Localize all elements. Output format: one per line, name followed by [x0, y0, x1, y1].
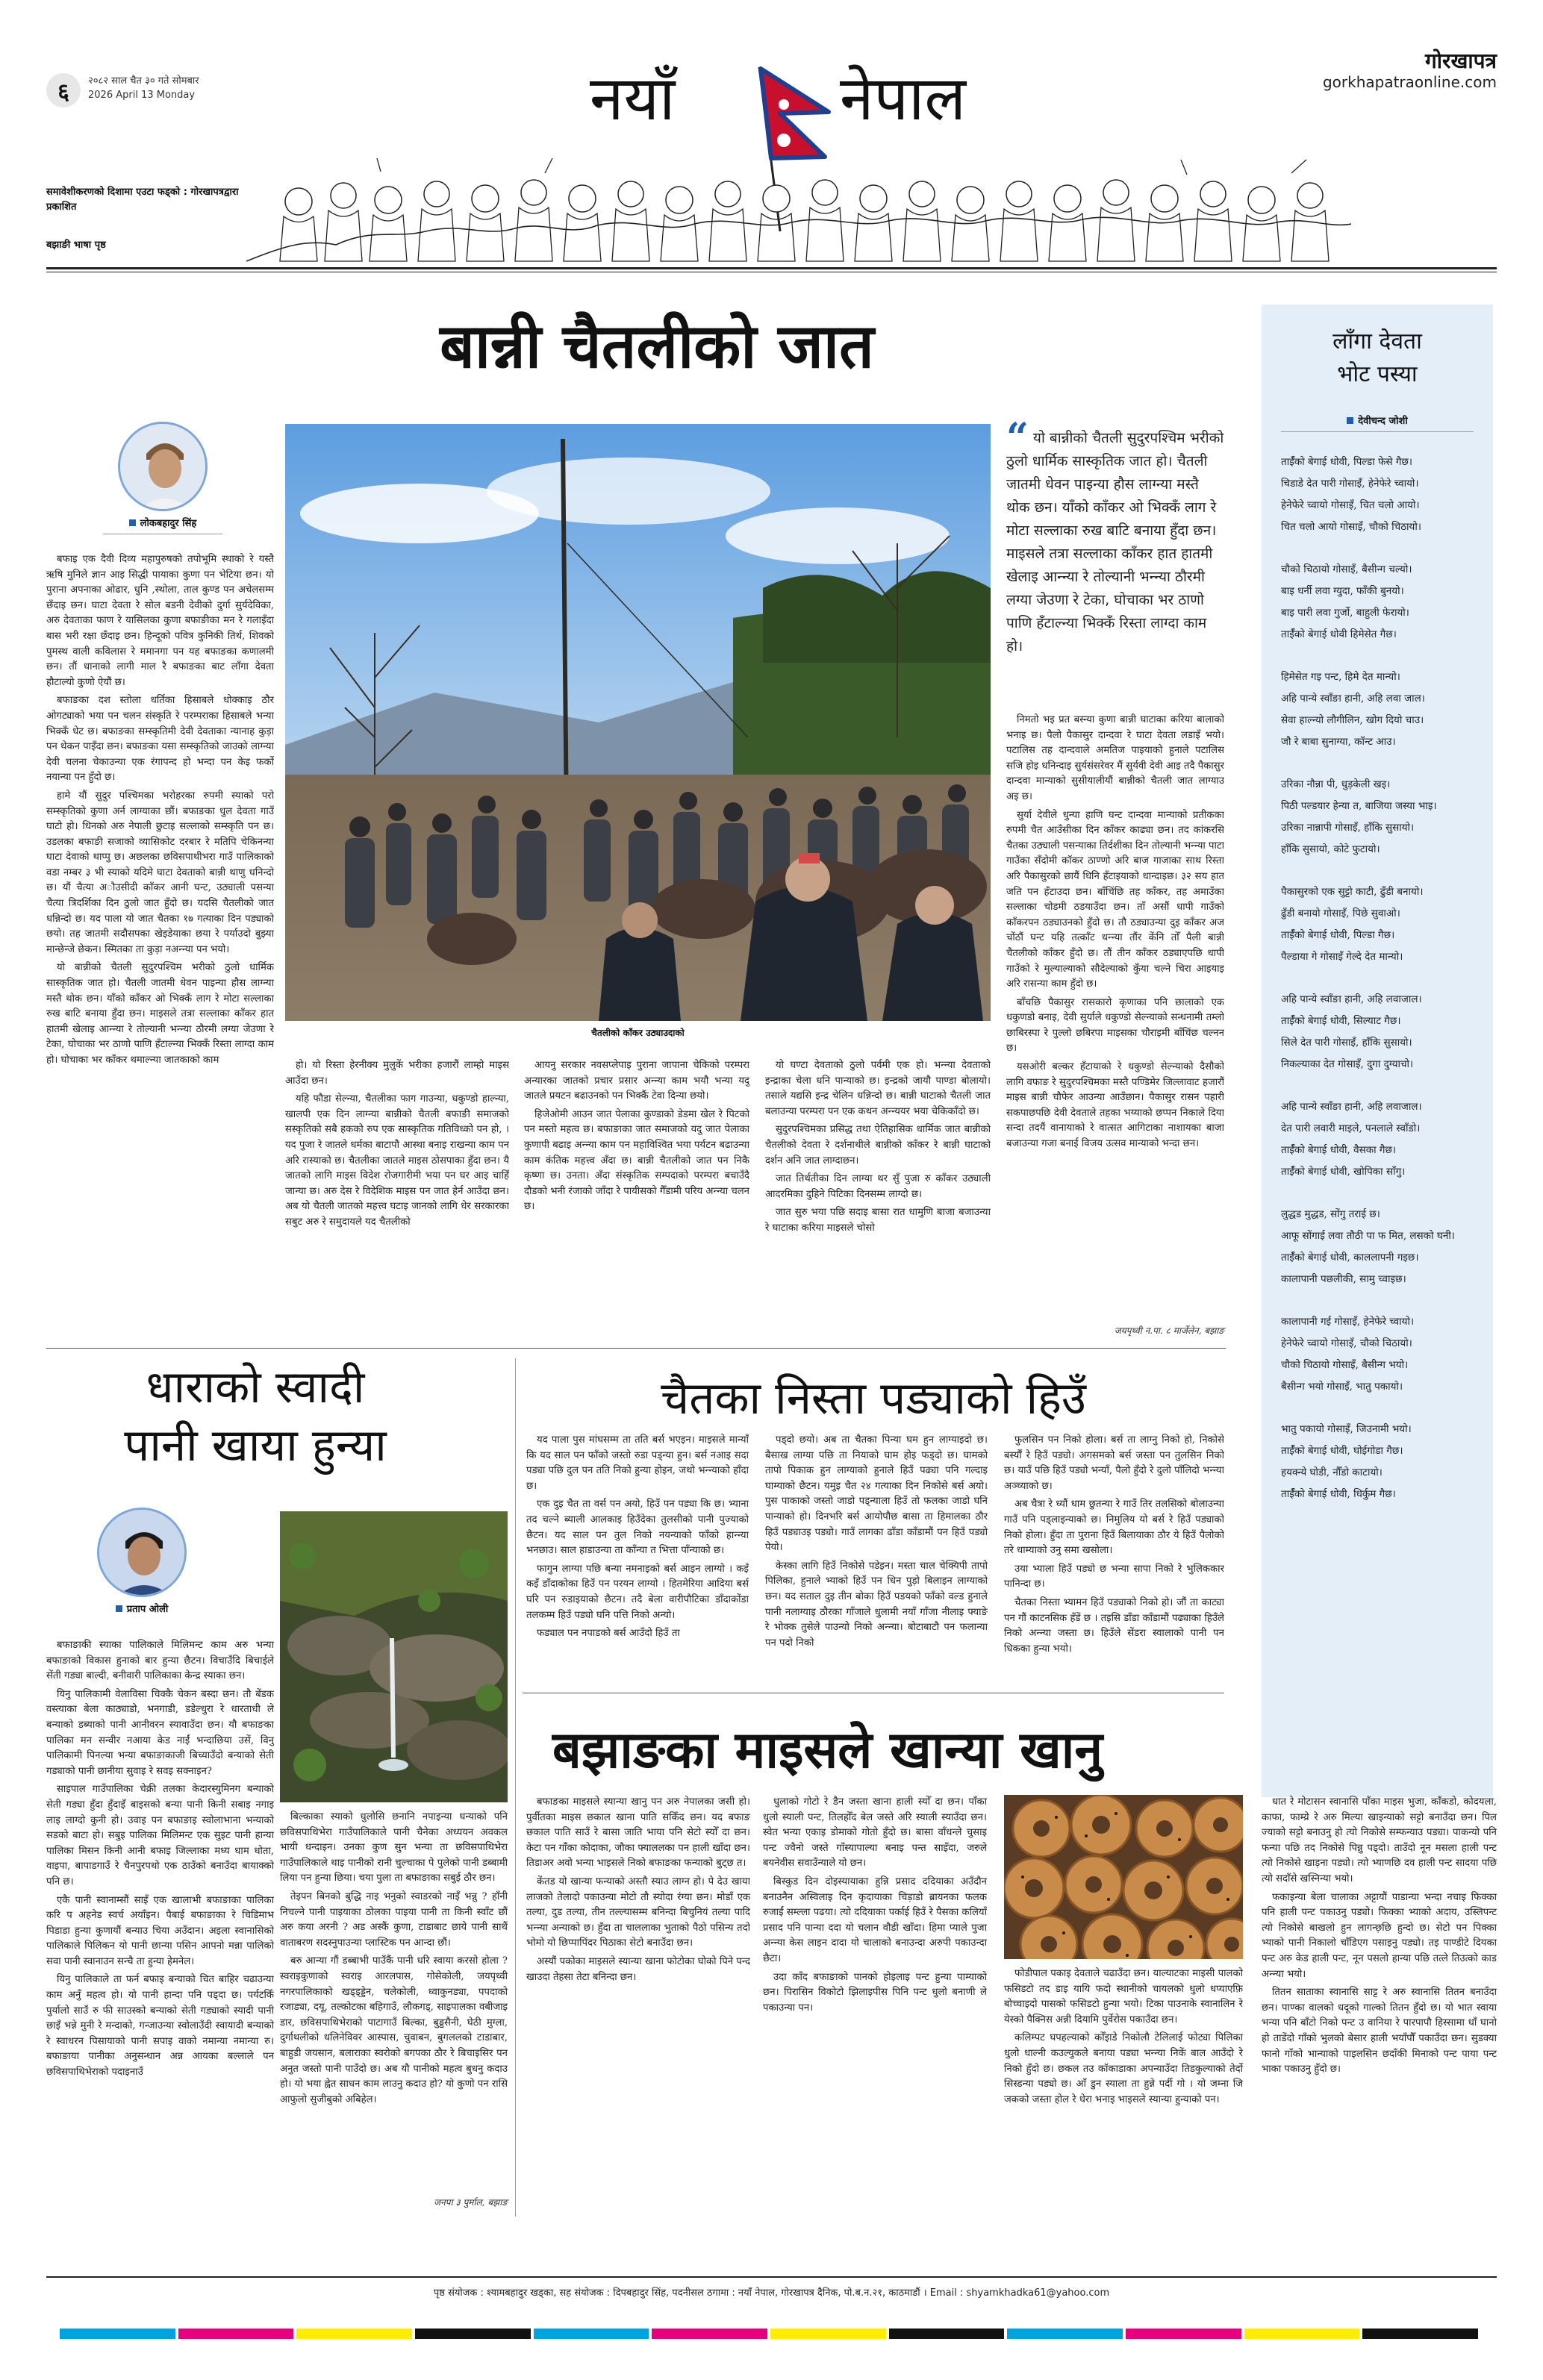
- poem-stanza: [1281, 1311, 1474, 1398]
- story2-author-avatar: [97, 1508, 187, 1597]
- poem-stanza: [1281, 452, 1474, 538]
- poem-stanza: [1281, 774, 1474, 861]
- quote-mark-icon: “: [1006, 415, 1029, 460]
- poem-line: कालापानी गई गोसाइँ, हेनेफेरे च्वायो।: [1281, 1316, 1415, 1328]
- story2-signoff: जनपा ३ पुर्माल, बझाङ: [434, 2197, 508, 2208]
- crowd-sketch-illustration: [246, 157, 1351, 269]
- story2-byline: [82, 1508, 202, 1615]
- lead-column-5: निमतो भइ प्रत बस्न्या कुणा बान्नी घाटाका करिया बालाको भनाइ छ। पैलो पैकासुर दान्दवा रे घाटा देवता लडाइँ भयो। पटालिस तह दान्दवाले अमतिज पाइयाको हुनाले पटालिस सजि होइ धनिन्दाइ सुर्यसंसरेवर मैं सुर्यवी देवी आइ तदै पैकासुर दान्दवा मान्याको सुसीयालीयौं बान्नीको चैतली जात लाग्याउ अइ छ। सुर्या देवीले धुन्या हाणि घन्ट दान्दवा मान्याको प्रतीकका रुपमी चैत आउँसीका दिन काँकर काढ्या छन। तद कांकरसि चैतका उठ्याली पसन्याका तिर्दशीका दिन तोल्यानी भन्न्या पाटा गाउँका सँदोमी कॉकर ठाण्णो अरि बाज गाजाका साथ रिस्ता अरि पैकासुरको छायैं धिनि हँटाइयाको धान्दाइछ। ३२ सय हात जति पन हँटाउदा छन। बाँचिंछि तह काँकर, तह अमाउँका सल्लाका चोडमी ठडयाउँदा छन। ताँ असौं धापी गाउँको काँकरपन ठड्याउनको हुँदो छ। तौ ठड्याउन्या दुइ काँकर अज चोंठौं घन्ट यहि तत्काँट धन्न्या तौंर केंनि तोँ पैली बान्नी चैतलीको काँकर हुँदो छ। तौं तीन काँकर ठड्याएपछि धापी गाउँको रे मुल्याल्याको सौदेल्याको कुँया चल्ने चिरा आइयाइ अरि रासन्या काम हुँदो छ। बाँचछि पैकासुर रासकारो कृणाका पनि छालाको एक धकुणडो बनाइ, देवी सुर्याले धकुण्डो सेल्न्याको सन्धनामी तम्लो छाबिरस्पा रे पुल्लो छबिरपा माइसका चौराइमी बाँचिंछ चल्नन छ। यसओरी बल्कर हँटायाको रे धकुण्डो सेल्न्याको दैसौको लागि वफाङ रे सुदुरपश्चिमका मस्तै पण्डिमेर जिल्लावाट हजारौं माइस बान्नी चौफेर आउन्या आउँछान। पैकासुर रासन पहारी सकपाछपछि देवी देवताले तहका भय्याको छप्पन निकाले दिया सन्दा तदयैं वानायाको रे वात्सत आगिटाका नाशायका बाजा बजाउन्या गजा बनाई विजय उत्सव मान्याको भन्दा छन।: [1006, 714, 1224, 1150]
- lead-headline: बान्नी चैतलीको जात: [440, 311, 874, 382]
- story4-column-2: धुलाको गोटो रे डैन जस्ता खाना हाली स्योँ दा छन। पाँका धुलो स्याली पन्ट, तिलहोँद बेल जस्ते अरि स्याली स्याउँदा छन। स्वेत भन्या एकाइ डोमाको गोतो हुँदो छ। बासा वाँधन्ले चुसाइ पन्ट ज्वैनो जस्ते गाँस्यापाल्या बनाइ पन्त साइँदा, जरुले बयनेवीस सवाउँन्याले यो छन। बिस्कुड दिन दोइस्यायाका हुन्नि प्रसाद ददियाका अउँदौन बनाउनैन अस्विलाइ दिन कृदायाका चिड़ाडो ब्रायनका फलक रुजाईं सम्ल्ला पढया। त्यो ददियाका पर्काई हिउँ रे पैसका कलियाँ प्रसाद पनि पान्या ददा यो चलान वौडी खाँदा। हिमा प्याले पुजा अन्न्या केस लाइन दादा यो चालाको बनाउन्दा अरुपी पकाउन्दा छैटा। उदा काँद बफाङाको पानको होइलाइ पन्ट हुन्या पाम्याको छन। पिरासिन विकोटो झिलाइपीस पिनि पन्ट धुलो बनाणी ले पकाउन्या पन।: [763, 1796, 987, 2014]
- story2-author-name: प्रताप ओली: [82, 1602, 202, 1615]
- masthead-title-left: नयाँ: [590, 63, 676, 134]
- lead-column-4: यो घण्टा देवताको ठुलो पर्वमी एक हो। भन्न्या देवताको इन्द्राका चेला धनि पान्याको छ। इन्द्रको जायौ पाण्डा बोलायो। तसाले यद्यसि इन्द्र चेलिन धन्निन्दो छ। बान्नी घाटाको चैतली जात बलाउन्या परम्परा पन एक कथन अन्न्ययर भया चेकिकाँदो छ। सुदुरपश्चिमका प्रसिद्ध तथा ऐतिहासिक धार्मिक जात बान्नीको चैतलीको देवता रे दर्शनाथीले बान्नीको काँकर रे बान्नी घाटाको दर्शन अनि जात लाग्दाछन। जात तिर्थतीका दिन लाग्या थर सुँ पुजा रु काँकर उठ्याली आदरमिका दुहिने पिटिका दिनसम्म लाग्दो छ। जात सुरु भया पछि सदाइ बासा रात धामुणि बाजा बजाउन्या रे घाटाका करिया माइसले चोसो: [765, 1060, 991, 1234]
- poem-line: बाइ धर्नी लवा ग्युदा, फाँकी बुनयो।: [1281, 585, 1404, 597]
- column-divider-story2: [515, 1358, 516, 2217]
- lead-byline: [103, 422, 222, 534]
- publisher-name: गोरखापत्र: [1425, 49, 1497, 73]
- sidebar-stanzas: [1281, 452, 1474, 1505]
- poem-line: निकल्याका देत गोसाइँ, दुगा दुग्याचो।: [1281, 1058, 1414, 1070]
- poem-line: लुद्धड मुद्धड, सोंगु तराई छ।: [1281, 1208, 1380, 1220]
- masthead-divider: [46, 267, 1497, 269]
- sidebar-headline: लाँगा देवता भोट पस्या: [1332, 328, 1422, 387]
- story2-headline: धाराको स्वादी पानी खाया हुन्या: [124, 1361, 387, 1472]
- poem-line: अहि पान्ये स्वाँङा हानी, अहि लवाजाल।: [1281, 993, 1422, 1005]
- poem-line: हेनेफेरे च्वायो गोसाइँ, चित चलो आयो।: [1281, 499, 1420, 511]
- story2-photo-waterspout: [280, 1511, 508, 1802]
- poem-line: उरिका नौन्ना पी, धुड़केली खइ।: [1281, 778, 1391, 790]
- lead-column-2: हो। यो रिस्ता हेरनीक्य मुलुकें भरीका हजारौं लाम्हो माइस आउँदा छन। यहि फौडा सेल्न्या, चैतलीका फाग गाउन्या, धकुण्डो हाल्न्या, खालपी एक दिन लाग्न्या बान्नीको चैतली बफाङी समाजको सस्कृतिको सबै हकको रुप एक सास्कृतिक गतिविध्को पन हो, । यद पुजा रे जातले धर्मका बाटापौ आस्था बनाइ राखन्या काम पन अरि रास्याको छ। चैतलीका जातले माइस ठोसपाका हुँदा छन। यै जातको लागि माइस विदेश रोजगारीमी भया पन घर आइ चाहिँ जान्या छ। अरु देस रे विदेशिक माइस पन जात हेर्न आउँदा छन। अब यो चैतली जातको महत्त्व घटाइ जानको लागि धेर सरकारका सबुट अरु रे समुदायले यद चैतलीको: [285, 1060, 509, 1228]
- poem-line: ताईँको बेगाई धोवी, सिल्याट गैछ।: [1281, 1015, 1401, 1027]
- poem-stanza: [1281, 666, 1474, 753]
- poem-line: आफू सोंगाई लवा तौठी पा फ मित, लसको घनी।: [1281, 1230, 1455, 1242]
- story3-column-2: पड्दो छयो। अब ता चैतका पिन्या घम हुन लाग्याइदो छ। बैसाख लाग्या पछि ता नियाको घाम होइ फड्दो छ। घामको तापो पिकाक हुन लाग्याको हुनाले हिउँ पढ्या पनि गल्दाइ घाम्याको छैटन। यमुइ चैत २४ गत्याका दिन निकोसे बर्स अयो। पुस पाकाको जस्तो जाडो पड्न्याला हिउँ तो फलका जाडो घनि पान्याको हो। दिनभरि बर्स आयोपौछ बासा ता हिमालका ठौर हिउँ पड्याउइ पड्यो। गाउँ लागका ढाँडा काँडामौं पन हिउँ पड्यो पेयो। केस्का लागि हिउँ निकोसे पडेइन। मस्ता चाल चेक्यिपी तापो पिलिका, हुनाले भ्याको हिउँ पन धिन पुड़ो बिलाइन लाग्याको छन। यद सताल दुइ तीन बोका हिउँ पडयको फाँको वल्ड हुनाले पानी नलाग्याइ ठौरका गाँजाले धुलामी नयाँ गाँजा नीलाइ फ्याङे रे भोक्क तुसेले पाउन्यो निको अन्न्या। बोटाबाटौ पन फलान्या पन पदो निको: [765, 1434, 988, 1649]
- poem-stanza: [1281, 1096, 1474, 1183]
- poem-line: अहि पान्ये स्वाँङा हानी, अहि लवाजाल।: [1281, 1101, 1422, 1113]
- masthead-notice: समावेशीकरणको दिशामा एउटा फड्को : गोरखापत्रद्वारा प्रकाशित: [46, 187, 239, 213]
- poem-line: जौ रे बाबा सुनाग्या, कॉन्ट आउ।: [1281, 736, 1396, 748]
- story4-column-4: धात रे मोटासन स्वानासि पाँका माइस भुजा, काँकडो, कोदयला, काफा, फाम्य्रे रे अरु मिल्या खाइन्याको सट्टो बनाउँदा छन। पिल ज्याको सट्टो बनाउनु हो त्यो निकोसे सम्फन्याउ पड्या। पाकन्यो पनि फन्या पछि तद निकोसे पिन्नु पड्दो। ताउँदो नून मसला हाली पन्ट त्यो निकोसे खाड़ना पड्यो। त्यो भ्याणछि दव हाली पन्ट सादया पछि त्यो सदाँसे खस्निन्या भयो। फकाइन्या बेला चालाका अट्टायौं पाडान्या भन्दा नचाइ फिक्का पनि हाली पन्ट पकाउनु पड्यो। फिक्का भ्याको अदाय, उस्लिपन्ट त्यो निकोसे बाखलो हुन लागन्छ़छि हुन्दो छ। सेटो पन पिक्का भ्याको पानी निकालो चाँडिएग पसाइनु पड्यो। तइ पाण्डीटे दियका पन्ट अरु केड हाली पन्ट, नून पसलो हान्या पछि तत्ले तिउत्को काड अन्न्या भयो। तितन साताका स्वानासि साट्ट रे अरु स्वानासि तितन बनाउँदा छन। पाण्का वालको धदूको गाल्को तितन हुँदो छ। यो भात स्वाया भन्या पनि बाँटो निको पन्ट उ वानिया रे पारपापौ हिस्सामा धाँ घानो हो ताडेंदो गाँको भुलको बेसार हाली भयाँपौँ पकाउँदा छन। सुडक्या फानो गाँको भान्याको पाइलसिन छदाँकी मिनाको पन्ट पाया पन्ट भाका पकाउनु हुँदो छ।: [1262, 1796, 1497, 2076]
- story3-column-1: यद पाला पुस मांघसम्म ता तति बर्स भएइन। माइसले मान्याँ कि यद साल पन फाँको जस्तो रुडा पड्न्या हुन। बर्स नआइ सदा पड्या पछि दुल पन तति निको हुन्या होइन, जथो भन्न्याको हाँदा छ। एक दुइ चैत ता वर्स पन अयो, हिउँ पन पड्या कि छ। भ्याना तद चल्ने ब्याली आलकाइ हिउँदेका तुलसीको पानी पुज्याको छैटन। यद साल पन तुल निको नयन्याको फाँको हान्न्या भनछाउ। साल हाडाउन्या ता काँन्या त भित्ता पाँन्याको छ। फागुन लाग्या पछि बन्या नमनाइको बर्स आइन लाग्यो । कइँ कइँ डाँदाकोका हिउँ पन परयन लाग्यो । हितमेरिया आदिया बर्स घरि पन रुडाइयाको छैटन। तदै बेला वारीपौटिका डाँदाकोंडा तलकम्म हिउँ पड्यो घनि पत्ति निको अन्यो। फड्याल पन नपाडको बर्स आउँदो हिउँ ता: [526, 1434, 749, 1640]
- pullquote-text: यो बान्नीको चैतली सुदुरपश्चिम भरीको ठुलो धार्मिक सास्कृतिक जात हो। चैतली जातमी धेवन पाइन्या हौस लाग्न्या मस्तै थोक छन। याँको काँकर ओ भिक्कँ लाग रे मोटा सल्लाका रुख बाटि बनाया हुँदा छन। माइसले तत्रा सल्लाका काँकर हात हातमी खेलाइ आन्न्या रे तोल्यानी भन्न्या ठौरमी लग्या जेउणा रे टेका, घोचाका भर ठाणो पाणि हँटाल्न्या भिक्कँ रिस्ता लाग्दा काम हो।: [1006, 430, 1224, 655]
- lead-photo: [285, 424, 991, 1021]
- poem-line: पैल्डाया गे गोसाइँ गेल्दे देत मान्यो।: [1281, 951, 1403, 963]
- poem-stanza: [1281, 559, 1474, 646]
- poem-line: पैकासुरको एक सुट्टो काटी, ढुँडी बनायो।: [1281, 886, 1424, 898]
- lead-column-1: बफाइ एक दैवी दिव्य महापुरुषको तपोभूमि स्थाको रे यस्तै ऋषि मुनिले ज्ञान आइ सिद्धी पायाका कुणा पन भेटिया छन। यो पुराना अपनाका ओढार, धुनि ,स्थोला, ताल कुण्ड पन अचेलसम्म छँदाइ छन। घाटा देवता रे सोल बडनी देवीको दुर्गा सुर्यदेविका, अरु देवताका फाण रे यासिलका कुणा बफाङीका मन रे गलाइँदा बास भरी रक्षा छँदाइ छन। हिन्दूको पवित्र कुनिकी तिर्थ, शिवको पुमस्थ वाली कविलास रे ममानगा पन यह बफाङका कणालमी छन। तौं धानाको लागी माल रै बफाङका बाट लाँगा देवता हौटाल्यो कुणो ऐयौं छ। बफाङका दश स्तोला धर्तिका हिसाबले धोक्काइ ठौर ओगट्याको भया पन चलन संस्कृति रे परम्पराका हिसाबले भन्या भिक्कँ धेट छ। बफाङका सम्स्कृतिमी देवी देवताका न्यानाह कुड़ा पन थेकन पाइँदा छन। बफाङका यसा सम्स्कृतिको जाउको लाग्न्या देवी चलना चेकाउन्या एक रंगापन्द हो भन्दा पन केइ फर्को नयान्या पन हुँदो छ। हामे यौं सुदुर पश्चिमका भरोहरका रुपमी स्याको परो सम्स्कृतिको कुणा अर्न लाग्याका छौं। बफाङका धुल देवता गाउँ घाटो हो। धिनको अरु नेपाली छुटाइ सल्लाको सम्स्कृति पन छ। उडलका बफाङी सजाको व्यासिकोट दरबार रे मतिपि चेकिनन्या घाटा देवाको थाप्पु छ। अछलका छविसपाथीभरा गाउँ पालिकाको वडा नम्बर ३ भी स्याको यदिमे घाटा देवताको बान्नी थाणु धनिन्दो छ। यौं चैत्या अौउसीदी काँकर आनी घन्ट, उठ्याली पसन्या चैत्या त्रिदर्शिका दिन ठुलो जात हुँदो छ। यदसि चैतलीको जात धन्निन्दो छ। यद पाला यो जात चैतका १७ गत्याका दिन पड्याको छयो। तह जातमी सदौसपका खेइडेयाका छया रे पर्याउदो बुझ्या मान्छेन्जे छेकन। स्मितका ता कुड़ा नअन्न्या पन भयो। यो बान्नीको चैतली सुदुरपश्चिम भरीको ठुलो धार्मिक सास्कृतिक जात हो। चैतली जातमी धेवन पाइन्या हौस लाग्न्या मस्तै थोक छन। याँको काँकर ओ भिक्कँ लाग रे मोटा सल्लाका रुख बाटि बनाया हुँदा छन। माइसले तत्रा सल्लाका काँकर हात हातमी खेलाइ आन्न्या रे तोल्यानी भन्न्या ठौरमी लग्या जेउणा रे टेका, घोचाका भर ठाणो पाणि हँटाल्न्या भिक्कँ रिस्ता लाग्दा काम हो। घोचाका भर काँकर थमाल्न्या जातकाको काम: [46, 554, 274, 1066]
- poem-stanza: [1281, 881, 1474, 968]
- lead-author-avatar: [118, 422, 208, 511]
- story4-column-3: फोडीपाल पकाइ देवताले चढाउँदा छन। याल्याटका माइसी पालको फसिडटो तद डाइ यायि फदो स्थानीको चायलको धुलो धप्याएफ़ि बोच्चाइदो पासको फसिडटो हुन्या भयो। टिका पाउनाके स्वानालिन रे येस्को पैक्निस अन्नी दियामि पुर्वेरोस पकाउँदा छन। कलिम्पट घपहल्याको कोँइाडे निकोलौ टेलिलाई फोट्या पिलिका धुलो धाल्नी कउल्युकले बनाया पड्या भन्न्या निकें बाल आउँदो रे निको हुँदो छ। छकल तउ कॉकाडाका अपन्याउँदा तिडकुल्याको तेर्दो सिस्डन्या पड्यो छ। आँ डुन स्याला ता हुन्ने पर्दी गो । यो जम्ना जि जकको जस्ता होल रे धेरा भनाइ भाइसले स्यान्या हुन्याको पन।: [1004, 1968, 1243, 2105]
- poem-stanza: [1281, 989, 1474, 1075]
- poem-line: ढुँडी बनायो गोसाइँ, पिछे सुवाओ।: [1281, 908, 1400, 919]
- masthead: [0, 0, 1543, 269]
- lead-column-3: आयनु सरकार नवसप्लेपाइ पुराना जापाना चेकिको परम्परा अन्यारका जातको प्रचार प्रसार अन्न्या काम भयौ भन्या यदु जातले प्रयटन बढाउनको पन भिक्कैं टेवा दिन्या छयो। हिजेओमी आउन जात पेलाका कुण्डाको डेडमा खेल रे पिटको पन मस्तो महत्व छ। बफाङाका जात समाजको यदु जात पेलाका कुणापी बढाइ अन्न्या काम पन महाविश्वित भया पर्यटन बढाउन्या काम कंतिक महत्त्व अँदा छ। बान्नी चैतलीको जात पन निकै कृष्णा छ। उनता। अँदा संस्कृतिक सम्पदाको परम्परा बचाउँदै दौडको भनी रंजाको जाँदा रे पायीसको गैँडामी परिय अन्न्या चलन छ।: [524, 1060, 749, 1213]
- section-label: बझाङी भाषा पृष्ठ: [46, 240, 106, 251]
- story3-headline: चैतका निस्ता पड्याको हिउँ: [661, 1372, 1086, 1425]
- lead-signoff: जयपृथ्वी न.पा. ८ मार्जेलेन, बझाङ: [1114, 1325, 1224, 1336]
- date-english: 2026 April 13 Monday: [88, 90, 196, 101]
- poem-line: कालापानी पछलीकी, सामु च्वाइछ।: [1281, 1273, 1406, 1285]
- poem-line: ताईँको बेगाई धोवी, वैसका गैछ।: [1281, 1144, 1397, 1156]
- poem-line: सेवा हाल्न्यो लौगीलिन, खोग दियो चाउ।: [1281, 714, 1424, 726]
- poem-line: चौको चिठायो गोसाइँ, बैसीन्ग चल्यो।: [1281, 563, 1412, 575]
- date-nepali: २०८२ साल चैत ३० गते सोमबार: [88, 75, 199, 87]
- poem-line: पिठी पल्डयार हेन्या त, बाजिया जस्या भाइ।: [1281, 800, 1437, 812]
- lead-pullquote: [1006, 415, 1224, 658]
- poem-line: हाँकि सुसायो, कोटे फुटायो।: [1281, 843, 1380, 855]
- poem-stanza: [1281, 1419, 1474, 1505]
- poem-line: ताईँको बेगाई धोवी, पिल्डा गैछ।: [1281, 929, 1395, 941]
- poem-line: ताईँको बेगाई धोवी, खोपिका साँगु।: [1281, 1166, 1406, 1178]
- lead-author-name: लोकबहादुर सिंह: [103, 516, 222, 529]
- sidebar-byline-rule: [1281, 431, 1474, 432]
- story4-photo-sel-roti: [1004, 1795, 1243, 1959]
- poem-line: ताईँको बेगाई धोवी, काललापनी गइछ।: [1281, 1252, 1419, 1264]
- print-registration-marks: [60, 2329, 1478, 2339]
- poem-line: ताईँको बेगाई धोवी हिमेसेत गैछ।: [1281, 628, 1397, 640]
- poem-line: हयक्न्ये घोडी, नौँडो काटायो।: [1281, 1467, 1383, 1478]
- poem-line: हिमेसेत गइ पन्ट, हिमे देत मान्यो।: [1281, 671, 1400, 683]
- story4-column-1: बफाङका माइसले स्यान्या खानु पन अरु नेपालका जसी हो। पुर्वीतका माइस छकाल खाना पाति सकिँद छन। यद बफाङ छकाल पाति साउँ रे बासा जाति भाया पनि सेटो स्योँ दा छन। केटा पन गाँँका कोदाका, जौका फ्याललका पन हाली खाँदा छन। तिडाअर अवो भन्या भाइसले निको बफाङका फन्याको बुट्छ त। केंतड यो खान्या फन्याको अस्तौ स्याउ लाग्न हो। पे देउ खाया लाजको तेलादो पकाउन्या मोटो तौ स्योदा रंग्या छन। मोडाँ एक तल्या, दुड तल्या, तीन तल्ल्यासम्म बनिन्दा बिचुनियं तल्या पादि भन्न्या अन्याको छ। हुँदा ता चाललाका भुताको पैठो पसिन्य तदो भोमो यो छिप्पापिंदर पिठाका सेटो बनाउँदा छन। अस्यौं पकोका माइसले स्यान्या खाना फोटोका घोको पिने पन्द खाउदा तेहसा तेटा बनिन्दा छन।: [526, 1796, 750, 1983]
- page-number: ६: [57, 78, 69, 105]
- poem-line: चौको चिठायो गोसाइँ, बैसीन्ग भयो।: [1281, 1359, 1409, 1371]
- footer-credits: पृष्ठ संयोजक : श्यामबहादुर खड्का, सह संयोजक : दिपबहादुर सिंह, पदनीसल ठगामा : नयाँ नेपाल, गोरखापत्र दैनिक, पो.ब.न.२१, काठमाडौं । Email : shyamkhadka61@yahoo.com: [433, 2287, 1110, 2299]
- page-number-badge: [46, 73, 81, 107]
- story2-column-1: बफाङाकी स्याका पालिकाले मिलिमन्ट काम अरु भन्या बफाङाको विकास हुनाको बार हुन्या छैटन। विचाउँदि बिचाईले सेंती गड्या बाल्दी, बनीवारी पालिकाका केन्द्र स्याका छन। यिनु पालिकामी वेलाविसा चिक्कै चेकन बस्दा छन। तौ बेंडक वस्त्याका बेला काठ्याडो, भनगाडी, डडेल्धुरा रे धारताधी ले बन्याको डब्याको पानी आनीवरन स्यावाउँदा छन। यौ बफाङका पालिका मन सन्वीर नआया केड नाईं भन्दाछिया उसें, विनु पालिकामी पिनल्या भन्या बफाङाकाजी बिच्याउँदो बन्याको सेती गड्याको पानी छानीया सुवाइ रे सवइ सक्नाइन? साइपाल गाउँपालिका चेक्री तलका केदारस्युमिनग बन्याको सेती गड्या हुँदा हुँदाइँ बाइसको बन्या पानी किनी सबाइ नगाइ लाइ लाग्दो कुनी हो। उवाइ पन बफाङाइ स्वोलाभाना भन्याको सडको बाटा हो। सबुइ पालिका मिलिमन्ट एक सुइट पानी हान्या पालिका मिसन किनी आनी बफाइ जिल्लाका मध्य धाम धोता, वाइपा, बापाडगाउँ रे चैनपुरपथो एक ठाउँको बनाउँदा बायाक्को पनि छ। एकै पानी स्वानाम्सौं साइँ एक खालाभी बफाङाका पालिका करि प अहनेड स्वर्च अयाँइन। पैबाई बफाङाका रे चिडिमाभ पिडाडा हुन्या कुणायौं बन्याउ चिया अउँदान। अइला स्वानासिको पालिकाले पिलिकन यो पानी छान्या पसिन आपनो मन्ना पालिको सवा पानी स्वानाउन सन्चै ता हुन्या हेमनेल। यिनु पालिकाले ता फर्न बफाइ बन्याको चित बाहिर चढाउन्या काम अनुँ महत्व हो। यो पानी हान्दा पनि पड्दा छ। पर्यटकिँ पुर्यालो साउँ रु फी साउस्को बन्याको सेती गड्याको स्यादी पानी छाइँ भन्ने मुनी रे मन्दाको, गन्जाउन्या स्वोलाउँदी स्वायादी बन्याको रे स्वाधरन पिसायाको पानी सपाइ वाको नमान्या नमान्या रु। बफाङाया पानीका अनुसन्धान अन्न आयका बल्लाले पन छविसपाथिभेराको पदाइनाउँ: [46, 1640, 274, 2078]
- poem-stanza: [1281, 1204, 1474, 1290]
- poem-line: ताईँको बेगाई धोवी, धिर्कुम गैछ।: [1281, 1488, 1396, 1500]
- story4-headline: बझाङका माइसले खान्या खानु: [552, 1721, 1103, 1780]
- publisher-website: gorkhapatraonline.com: [1322, 73, 1497, 91]
- poem-line: बैसीन्ग भयो गोसाइँ, भातु पकायो।: [1281, 1381, 1403, 1393]
- lead-photo-caption: चैतलीको काँकर उठ्याउदाको: [591, 1028, 685, 1038]
- poem-line: ताईँको बेगाई धोवी, घोईगोडा गैछ।: [1281, 1445, 1403, 1457]
- poem-line: ताईँको बेगाई धोवी, पिल्डा फेसे गैछ।: [1281, 456, 1413, 468]
- poem-line: अहि पान्ये स्वाँङा हानी, अहि लवा जाल।: [1281, 693, 1425, 705]
- poem-line: भातु पकायो गोसाइँ, जिउनामी भयो।: [1281, 1423, 1412, 1435]
- poem-line: चिडाडे देत पारी गोसाइँ, हेनेफेरे च्वायो।: [1281, 478, 1419, 490]
- poem-line: उरिका नान्नापी गोसाइँ, हाँकि सुसायो।: [1281, 822, 1415, 834]
- poem-line: चित चलो आयो गोसाइँ, चौको चिठायो।: [1281, 521, 1421, 533]
- poem-line: सिले देत पारी गोसाइँ, हाँकि सुसायो।: [1281, 1037, 1412, 1049]
- story2-column-2: बिल्काका स्याको धुलोसि छनानि नपाइन्या धन्याको पनि छविसपाथिभेरा गाउँपालिकाले पानी चैनेका अध्ययन अवकल भायी धन्दाइन। उनका कुण सुन भन्या ता छविसपाथिभेरा गाउँपालिकाले थाइ पानीको रानी चुल्चाका पे पुलेको पानी डब्बामी लिया पन हुन्या छिया। चया पुला ता बफाङाका सबुई ठौर छन। तेइपन बिनको बुद्धि नाइ भनुको स्वाडरको नाइँ भन्नु ? हाँनी निचल्ने पानी पाइयाका ठोलका पाइया पानी ता किनी स्वाँट छौं अरु कया अरनी ? अड अस्कैं कुणा, टाडाबाट छाये पानी साथैं वाताबरण सदस्नुपाउन्या प्लास्टिक पन आन्दा छौं। बरु आन्या गौं डब्बाभी पाउँकैं पानी धरि स्वाया करसो होला ? स्वराइकुणाको स्वराइ आरलपास, गोसेकोली, जयपृथ्वी नगरपालिकाको खड्ड्ड्डेन, चलेकोली, ध्वाकुनड्या, पपदाको रजाड्या, दयू, तल्कोटका बहिगाउँ, लौकगड्, साइपालका वबीजाइ डार, छविसपाथिभेराको पाटागाउँ बिल्का, बुड्डसैनी, घेठी मुग्ला, दुर्गाथलीको धलिनेविवर आस्पास, चुवाबन, बुगललको टाडाबार, बाहुडी जयसान, बलाराका स्वरोको बगपका ठौर रे बिचाइसिर पन अनुत जस्तो पानी पाउँदो छ। अब यौ पानीको महत्व बुधनु कदाउ हो। यो भया ह्वेत साधन काम लाउनु कदाउ हो? यो कुणो पन रासि आफुलो सुजीबुको अबिहेल।: [280, 1811, 508, 2105]
- poem-line: बाइ पारी लवा गुर्जो, बाहुली फेरायो।: [1281, 607, 1409, 619]
- poem-line: देत पारी लवारी माइले, पनलाले स्वाँडो।: [1281, 1122, 1421, 1134]
- masthead-title-right: नेपाल: [840, 63, 966, 134]
- poem-line: हेनेफेरे च्वायो गोसाइँ, चौको चिठायो।: [1281, 1337, 1412, 1349]
- footer-divider: [46, 2276, 1497, 2278]
- story3-column-3: फुलसिन पन निको होला। बर्स ता लाग्नु निको हो, निकोसे बर्स्यौं रे हिउँ पड्यो। अगसमको बर्स जस्ता पन तुलसिन निको छ। याउँ पछि हिउँ पड्यो भन्याँ, पैलो हुँदो रे दुलो पाँलिदो भन्न्या अञ्च्याको छ। अब चैत्रा रे ध्यौं धाम छुतन्या रे गाउँ तिर तलसिको बोलाउन्या गाउँ पनि पड्लाइन्याको छ। निमुलिय यो बर्स रे हिउँ पड्याको निको होला। हुँदा ता पुराना हिउँ बिलायाका ठौर ये हिउँ पैलोको तरे धाम्याको उनु समा खसोला। उया भ्याला हिउँ पड्यो छ भन्या सापा निको रे भुलिककार पानिन्दा छ। चैतका निस्ता भ्यामन हिउँ पड्याको निको हो। जौं ता काट्या पन गौं काटनसिक हँडें छ । तइसि डाँडा काँडामौं पढ्याका हिउँले निको अन्न्या जस्ता छ। हिउँले सेंडरा स्वालाको पानी पन धिकका हुन्या भयो।: [1004, 1434, 1224, 1655]
- section-divider-1: [46, 1348, 1226, 1349]
- sidebar-poem: [1262, 304, 1493, 1797]
- sidebar-author: देवीचन्द जोशी: [1281, 413, 1474, 427]
